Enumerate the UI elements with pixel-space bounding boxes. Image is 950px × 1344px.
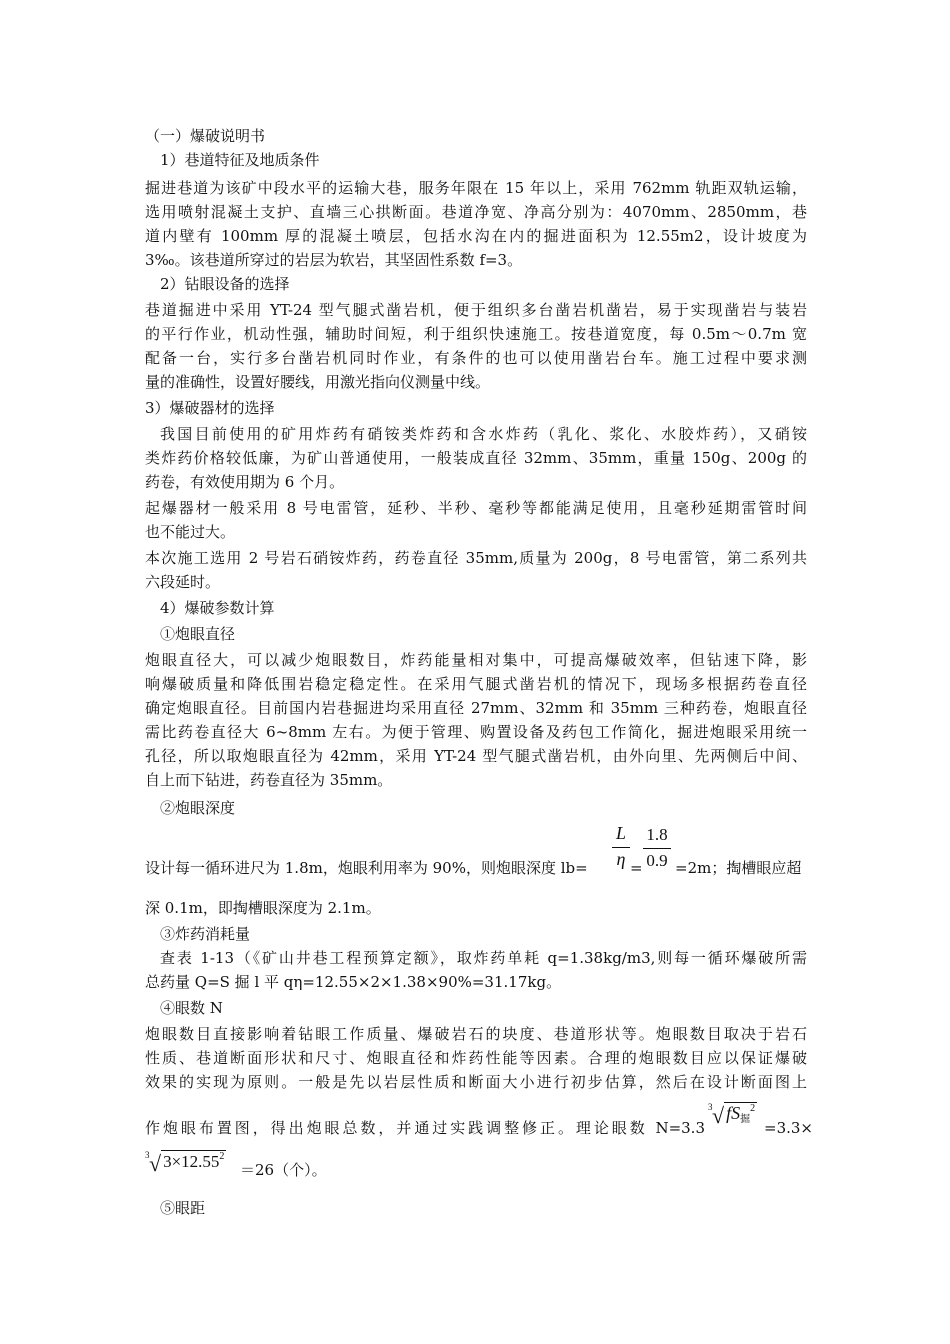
text-line: 性质、巷道断面形状和尺寸、炮眼直径和炸药性能等因素。合理的炮眼数目应以保证爆破 bbox=[145, 1049, 807, 1067]
text-line: 炮眼数目直接影响着钻眼工作质量、爆破岩石的块度、巷道形状等。炮眼数目取决于岩石 bbox=[145, 1025, 807, 1043]
heading-hole-diameter: ①炮眼直径 bbox=[160, 625, 236, 643]
fraction-numerator: 1.8 bbox=[646, 825, 668, 844]
text-line: 道内壁有 100mm 厚的混凝土喷层，包括水沟在内的掘进面积为 12.55m2，设计坡度为 bbox=[145, 227, 807, 245]
text-line: 我国目前使用的矿用炸药有硝铵类炸药和含水炸药（乳化、浆化、水胶炸药），又硝铵 bbox=[160, 425, 807, 443]
fraction-denominator: η bbox=[616, 849, 626, 869]
heading-hole-depth: ②炮眼深度 bbox=[160, 799, 236, 817]
text-line: 六段延时。 bbox=[145, 573, 221, 591]
text-line: 类炸药价格较低廉，为矿山普通使用，一般装成直径 32mm、35mm，重量 150g、200g 的 bbox=[145, 449, 807, 467]
text-line: 本次施工选用 2 号岩石硝铵炸药，药卷直径 35mm,质量为 200g，8 号电雷管，第二系列共 bbox=[145, 549, 807, 567]
text-line: 配备一台，实行多台凿岩机同时作业，有条件的也可以使用凿岩台车。施工过程中要求测 bbox=[145, 349, 807, 367]
radicand bbox=[724, 1102, 757, 1125]
text-line: 也不能过大。 bbox=[145, 523, 236, 541]
fraction-bar bbox=[643, 848, 671, 849]
radicand-body: 3×12.55 bbox=[163, 1152, 220, 1171]
radicand bbox=[161, 1150, 226, 1172]
text-line: 掘进巷道为该矿中段水平的运输大巷，服务年限在 15 年以上，采用 762mm 轨距双轨运输， bbox=[145, 179, 807, 197]
radical-sign: √ bbox=[712, 1103, 725, 1128]
heading-blasting-materials: 3）爆破器材的选择 bbox=[145, 399, 275, 417]
symbol-s: S bbox=[731, 1103, 741, 1123]
text-line: 自上而下钻进，药卷直径为 35mm。 bbox=[145, 771, 393, 789]
fraction-bar bbox=[612, 847, 630, 848]
text-line: 炮眼直径大，可以减少炮眼数目，炸药能量相对集中，可提高爆破效率，但钻速下降，影 bbox=[145, 651, 807, 669]
symbol-f: f bbox=[726, 1103, 732, 1123]
subscript: 掘 bbox=[740, 1114, 751, 1125]
text-line: 查表 1-13（《矿山井巷工程预算定额》，取炸药单耗 q=1.38kg/m3,则每一循环爆破所需 bbox=[160, 949, 807, 967]
text-line: 3‰。该巷道所穿过的岩层为软岩，其坚固性系数 f=3。 bbox=[145, 251, 523, 269]
heading-explosive-consumption: ③炸药消耗量 bbox=[160, 925, 251, 943]
heading-hole-spacing: ⑤眼距 bbox=[160, 1199, 206, 1217]
text-line: ＝26（个）。 bbox=[240, 1161, 327, 1179]
text-line: 设计每一循环进尺为 1.8m，炮眼利用率为 90%，则炮眼深度 lb= bbox=[145, 859, 588, 877]
fraction-numerator: L bbox=[615, 823, 626, 843]
cube-root-expression bbox=[145, 1150, 226, 1174]
text-line: 响爆破质量和降低围岩稳定稳定性。在采用气腿式凿岩机的情况下，现场多根据药卷直径 bbox=[145, 675, 807, 693]
text-line: 需比药卷直径大 6~8mm 左右。为便于管理、购置设备及药包工作简化，掘进炮眼采用统一 bbox=[145, 723, 807, 741]
equals-sign: = bbox=[630, 859, 643, 877]
text-line: 巷道掘进中采用 YT-24 型气腿式凿岩机，便于组织多台凿岩机凿岩，易于实现凿岩与装岩 bbox=[145, 301, 807, 319]
section-title: （一）爆破说明书 bbox=[145, 127, 266, 145]
fraction-1.8-over-0.9 bbox=[643, 824, 671, 872]
superscript: 2 bbox=[750, 1103, 756, 1114]
fraction-denominator: 0.9 bbox=[646, 851, 668, 870]
text-line: 深 0.1m，即掏槽眼深度为 2.1m。 bbox=[145, 899, 381, 917]
text-line: 总药量 Q=S 掘 l 平 qη=12.55×2×1.38×90%=31.17kg。 bbox=[145, 973, 562, 991]
text-line: 孔径，所以取炮眼直径为 42mm，采用 YT-24 型气腿式凿岩机，由外向里、先两侧后中间、 bbox=[145, 747, 807, 765]
root-index: 3 bbox=[708, 1102, 713, 1112]
root-index: 3 bbox=[145, 1150, 150, 1160]
text-line: 量的准确性，设置好腰线，用激光指向仪测量中线。 bbox=[145, 373, 491, 391]
text-line: 的平行作业，机动性强，辅助时间短，利于组织快速施工。按巷道宽度，每 0.5m～0.7m 宽 bbox=[145, 325, 807, 343]
superscript: 2 bbox=[219, 1151, 225, 1162]
text-line: 效果的实现为原则。一般是先以岩层性质和断面大小进行初步估算，然后在设计断面图上 bbox=[145, 1073, 807, 1091]
heading-drilling-equipment: 2）钻眼设备的选择 bbox=[160, 275, 290, 293]
text-line: =2m；掏槽眼应超 bbox=[675, 859, 802, 877]
text-line: 确定炮眼直径。目前国内岩巷掘进均采用直径 27mm、32mm 和 35mm 三种药卷，炮眼直径 bbox=[145, 699, 807, 717]
text-line: 起爆器材一般采用 8 号电雷管，延秒、半秒、毫秒等都能满足使用，且毫秒延期雷管时间 bbox=[145, 499, 807, 517]
heading-tunnel-features: 1）巷道特征及地质条件 bbox=[160, 151, 320, 169]
text-line: 作炮眼布置图，得出炮眼总数，并通过实践调整修正。理论眼数 N=3.3 bbox=[145, 1119, 705, 1137]
text-line: 药卷，有效使用期为 6 个月。 bbox=[145, 473, 345, 491]
cube-root-expression bbox=[708, 1102, 757, 1126]
heading-blasting-parameters: 4）爆破参数计算 bbox=[160, 599, 275, 617]
radical-sign: √ bbox=[149, 1151, 162, 1176]
fraction-l-over-eta bbox=[612, 822, 630, 870]
text-line: 选用喷射混凝土支护、直墙三心拱断面。巷道净宽、净高分别为：4070mm、2850mm，巷 bbox=[145, 203, 807, 221]
heading-hole-count: ④眼数 N bbox=[160, 999, 223, 1017]
text-line: =3.3× bbox=[764, 1119, 813, 1137]
